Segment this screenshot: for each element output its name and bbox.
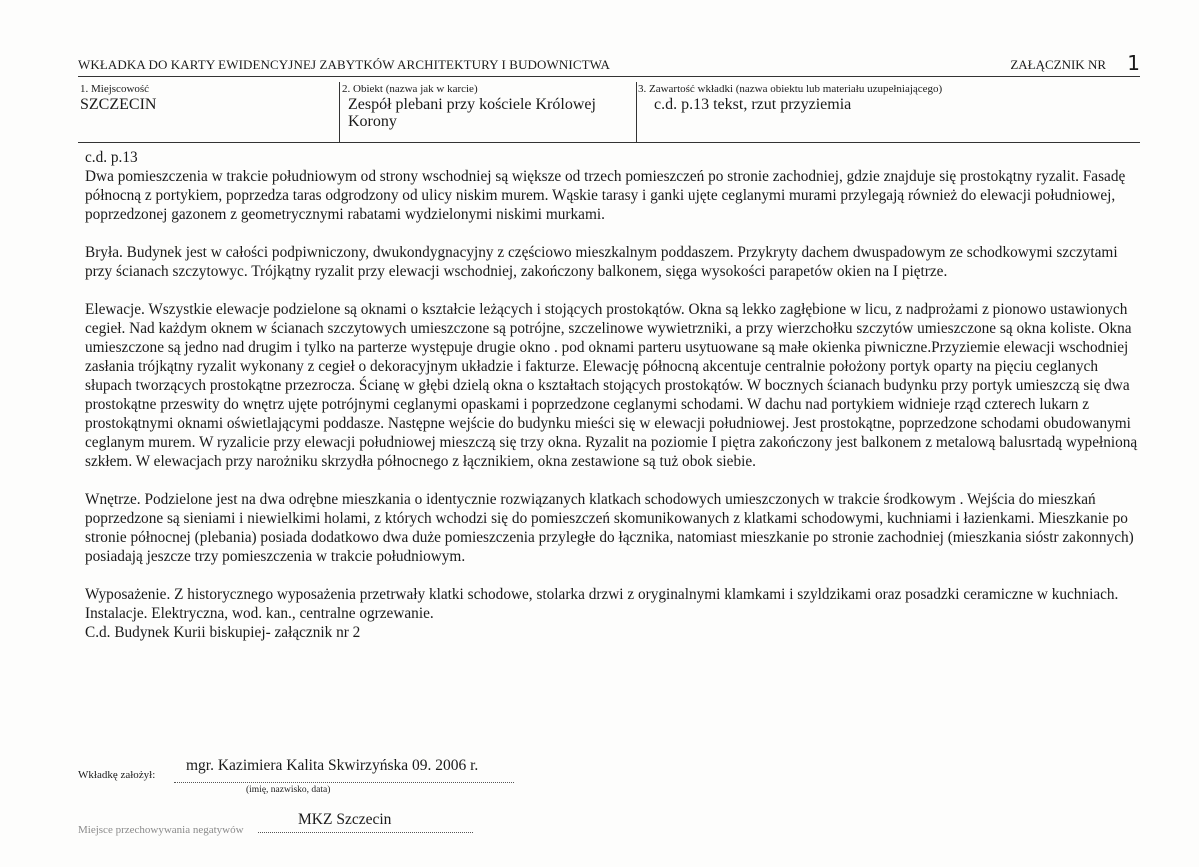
fields-table: [78, 82, 1140, 142]
contents-label: 3. Zawartość wkładki (nazwa obiektu lub materiału uzupełniającego): [638, 83, 943, 95]
document-header: [78, 51, 1140, 77]
document-body: [85, 148, 1145, 642]
header-rule: [78, 76, 1140, 77]
annex-label: ZAŁĄCZNIK NR: [1010, 57, 1106, 72]
negatives-location-line: [258, 832, 473, 833]
cell-divider-2: [636, 82, 637, 142]
contents-cell: [638, 82, 1138, 142]
annex-number: 1: [1127, 51, 1140, 75]
body-paragraph-2: Bryła. Budynek jest w całości podpiwniczony, dwukondygnacyjny z częściowo mieszkalnym poddaszem. Przykryty dachem dwuspadowym ze schodkowymi szczytami przy ścianach szczytowyc. Trójkątny ryzalit przy elewacji wschodniej, zakończony balkonem, sięga wysokości parapetów okien na I piętrze.: [85, 244, 1118, 280]
body-heading: c.d. p.13: [85, 149, 138, 166]
prepared-by-value: mgr. Kazimiera Kalita Skwirzyńska 09. 2006 r.: [186, 757, 479, 774]
object-label: 2. Obiekt (nazwa jak w karcie): [342, 83, 478, 95]
body-paragraph-7: C.d. Budynek Kurii biskupiej- załącznik nr 2: [85, 624, 361, 641]
contents-value: c.d. p.13 tekst, rzut przyziemia: [654, 96, 852, 113]
prepared-by-line: [174, 782, 514, 783]
fields-rule: [78, 142, 1140, 143]
body-paragraph-3: Elewacje. Wszystkie elewacje podzielone są oknami o kształcie leżących i stojących prostokątów. Okna są lekko zagłębione w licu, z nadprożami z pionowo ustawionych cegieł. Nad każdym oknem w ścianach szczytowych umieszczone są potrójne, szczelinowe wywietrzniki, a przy wierzchołku szczytów umieszczone są okna koliste. Okna umieszczone są jedno nad drugim i tylko na parterze występuje drugie okno . pod oknami parteru usytuowane są małe okienka piwniczne.Przyziemie elewacji wschodniej zasłania trójkątny ryzalit wykonany z cegieł o dekoracyjnym układzie i fakturze. Elewację północną akcentuje centralnie położony portyk oparty na pięciu ceglanych słupach tworzących prostokątne przezrocza. Ścianę w głębi dzielą okna o kształtach stojących prostokątów. W bocznych ścianach budynku przy portyk umieszczą się dwa prostokątne przeswity do wnętrz ujęte potrójnymi ceglanymi opaskami i poprzedzone ceglanymi schodami. W dachu nad portykiem widnieje rząd czterech lukarn z prostokątnymi oknami oświetlającymi poddasze. Następne wejście do budynku mieści się w elewacji południowej. Jest prostokątne, poprzedzone schodami obudowanymi ceglanym murem. W ryzalicie przy elewacji południowej mieszczą się trzy okna. Ryzalit na poziomie I piętra zakończony jest balkonem z metalową balusrtadą wypełnioną szkłem. W elewacjach przy narożniku skrzydła północnego z łącznikiem, okna zestawione są tuż obok siebie.: [85, 301, 1138, 470]
object-value: Zespół plebani przy kościele Królowej Korony: [348, 96, 596, 130]
locality-cell: [80, 82, 335, 142]
locality-value: SZCZECIN: [80, 96, 157, 113]
negatives-location-label: Miejsce przechowywania negatywów: [78, 824, 244, 836]
prepared-by-hint: (imię, nazwisko, data): [246, 785, 331, 795]
object-cell: [342, 82, 632, 142]
prepared-by-label: Wkładkę założył:: [78, 769, 156, 781]
body-paragraph-1: Dwa pomieszczenia w trakcie południowym od strony wschodniej są większe od trzech pomieszczeń po stronie zachodniej, gdzie znajduje się prostokątny ryzalit. Fasadę północną z portykiem, poprzedza taras odgrodzony od ulicy niskim murem. Wąskie tarasy i ganki ujęte ceglanymi murami przylegają również do elewacji południowej, poprzedzonej gazonem z geometrycznymi rabatami wydzielonymi niskimi murkami.: [85, 168, 1126, 223]
cell-divider-1: [339, 82, 340, 142]
locality-label: 1. Miejscowość: [80, 83, 150, 95]
document-title: WKŁADKA DO KARTY EWIDENCYJNEJ ZABYTKÓW ARCHITEKTURY I BUDOWNICTWA: [78, 57, 611, 72]
body-paragraph-4: Wnętrze. Podzielone jest na dwa odrębne mieszkania o identycznie rozwiązanych klatkach schodowych umieszczonych w trakcie środkowym . Wejścia do mieszkań poprzedzone są sieniami i niewielkimi holami, z których wchodzi się do pomieszczeń skomunikowanych z klatkami schodowymi, kuchniami i łazienkami. Mieszkanie po stronie północnej (plebania) posiada dodatkowo dwa duże pomieszczenia przyległe do łącznika, natomiast mieszkanie po stronie zachodniej (mieszkania sióstr zakonnych) posiadają jeszcze trzy pomieszczenia w trakcie południowym.: [85, 491, 1134, 565]
body-paragraph-5: Wyposażenie. Z historycznego wyposażenia przetrwały klatki schodowe, stolarka drzwi z oryginalnymi klamkami i szyldzikami oraz posadzki ceramiczne w kuchniach.: [85, 586, 1119, 603]
body-paragraph-6: Instalacje. Elektryczna, wod. kan., centralne ogrzewanie.: [85, 605, 434, 622]
negatives-location-value: MKZ Szczecin: [298, 811, 392, 828]
